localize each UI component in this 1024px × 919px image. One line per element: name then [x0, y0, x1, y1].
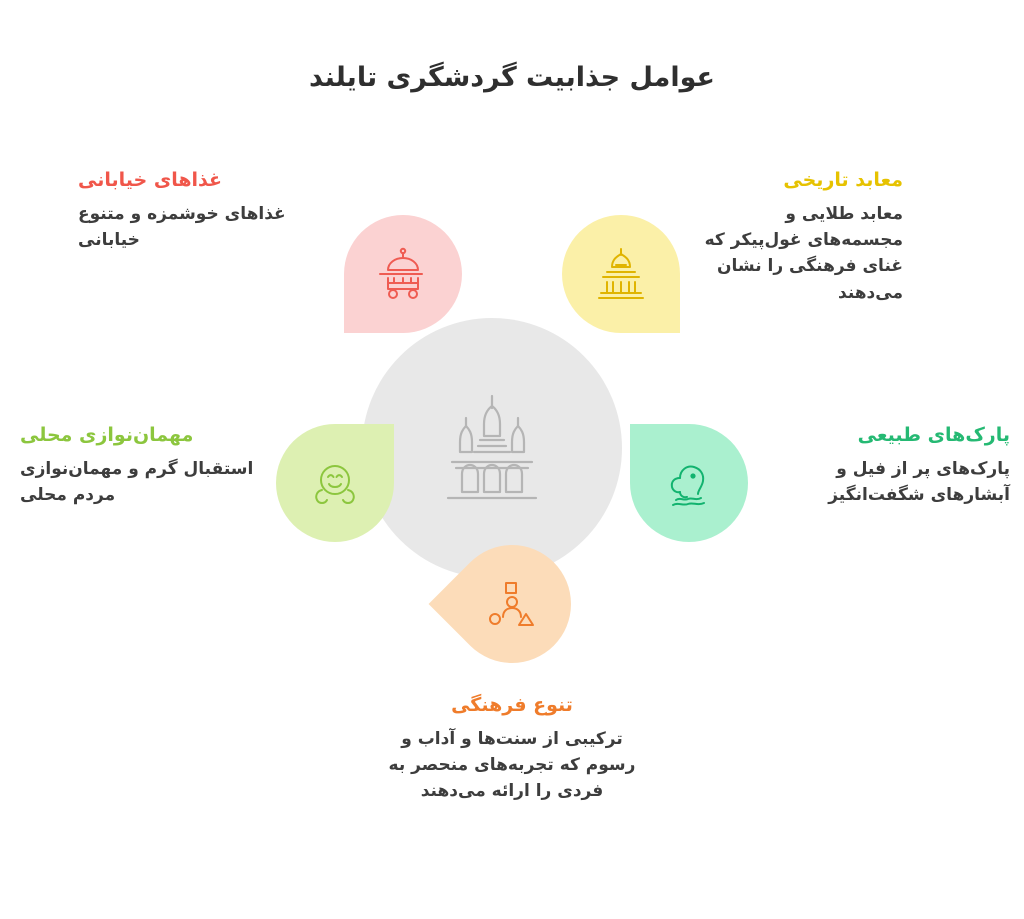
node-body-street-food: غذاهای خوشمزه و متنوع خیابانی	[78, 203, 286, 250]
petal-parks[interactable]	[630, 424, 748, 542]
node-body-parks: پارک‌های پر از فیل و آبشارهای شگفت‌انگیز	[828, 458, 1010, 505]
petal-street-food[interactable]	[344, 215, 462, 333]
node-text-culture	[387, 693, 637, 805]
street-food-cart-icon	[372, 243, 434, 305]
node-heading-culture: تنوع فرهنگی	[451, 694, 573, 716]
petal-culture[interactable]	[453, 545, 571, 663]
node-body-hospitality: استقبال گرم و مهمان‌نوازی مردم محلی	[20, 458, 254, 505]
node-text-parks	[770, 423, 1010, 508]
temple-building-icon	[590, 243, 652, 305]
page-title: عوامل جذابیت گردشگری تایلند	[309, 62, 715, 93]
elephant-icon	[658, 452, 720, 514]
node-heading-hospitality: مهمان‌نوازی محلی	[20, 424, 194, 446]
smiling-face-hands-icon	[304, 452, 366, 514]
node-heading-street-food: غذاهای خیابانی	[78, 169, 223, 191]
diversity-shapes-person-icon	[481, 573, 543, 635]
node-body-culture: ترکیبی از سنت‌ها و آداب و رسوم که تجربه‌های منحصر به فردی را ارائه می‌دهند	[388, 728, 636, 802]
node-heading-temples: معابد تاریخی	[783, 169, 903, 191]
temple-icon	[422, 388, 562, 508]
node-heading-parks: پارک‌های طبیعی	[857, 424, 1010, 446]
center-hub	[362, 318, 622, 578]
petal-temples[interactable]	[562, 215, 680, 333]
node-text-street-food	[78, 168, 336, 253]
node-text-temples	[688, 168, 903, 306]
node-body-temples: معابد طلایی و مجسمه‌های غول‌پیکر که غنای فرهنگی را نشان می‌دهند	[704, 203, 903, 303]
node-text-hospitality	[20, 423, 270, 508]
petal-hospitality[interactable]	[276, 424, 394, 542]
